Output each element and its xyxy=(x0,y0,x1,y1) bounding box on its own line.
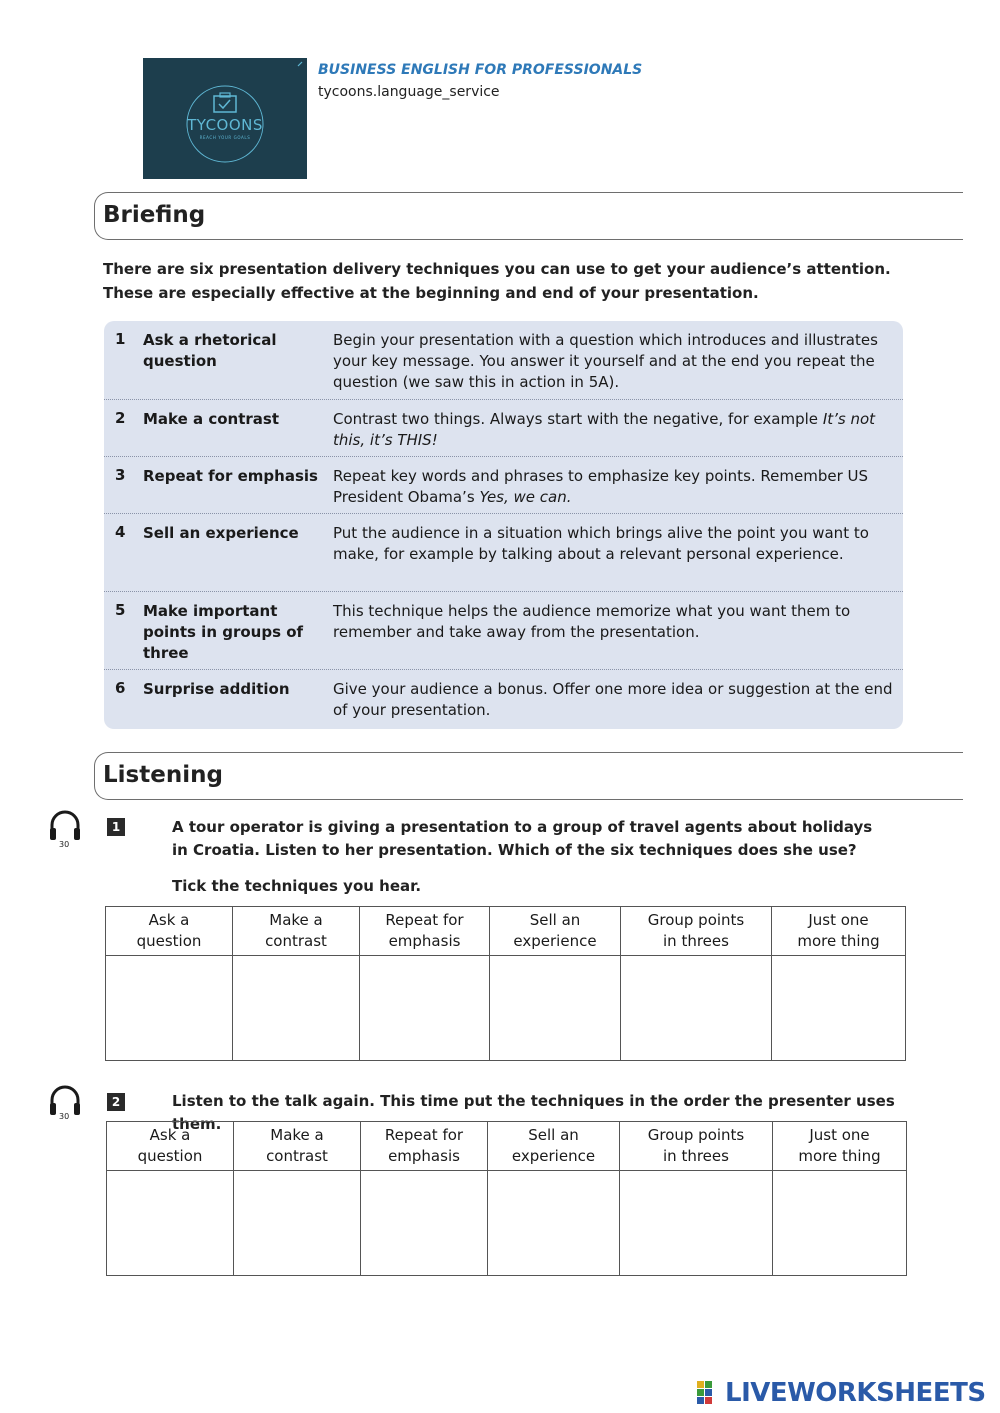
technique-row xyxy=(104,514,903,592)
column-header: Group points in threes xyxy=(620,1122,773,1171)
technique-name: Surprise addition xyxy=(143,680,290,698)
answer-cell[interactable] xyxy=(106,956,233,1061)
column-header: Ask a question xyxy=(106,907,233,956)
technique-example: Yes, we can. xyxy=(479,488,572,506)
answer-cell[interactable] xyxy=(488,1171,620,1276)
technique-row xyxy=(104,592,903,670)
techniques-panel xyxy=(104,321,903,729)
answer-cell[interactable] xyxy=(773,1171,907,1276)
answer-cell[interactable] xyxy=(772,956,906,1061)
technique-description: This technique helps the audience memorize what you want them to remember and take away from the presentation. xyxy=(333,602,851,641)
answer-cell[interactable] xyxy=(490,956,621,1061)
brand-title: BUSINESS ENGLISH FOR PROFESSIONALS xyxy=(318,62,643,78)
answer-cell[interactable] xyxy=(361,1171,488,1276)
column-header: Sell an experience xyxy=(490,907,621,956)
technique-description: Repeat key words and phrases to emphasize key points. Remember US President Obama’s Yes, we can. xyxy=(333,467,869,506)
column-header: Repeat for emphasis xyxy=(360,907,490,956)
exercise-2-prompt: Listen to the talk again. This time put the techniques in the order the presenter uses them. xyxy=(172,1092,895,1133)
exercise-1-prompt: A tour operator is giving a presentation to a group of travel agents about holidays in Croatia. Listen to her presentation. Which of the six techniques does she use? xyxy=(172,818,873,859)
technique-number: 6 xyxy=(115,679,126,697)
listening-section-header xyxy=(94,752,963,800)
exercise-number: 1 xyxy=(107,818,125,836)
answer-input[interactable] xyxy=(233,956,359,1060)
answer-cell[interactable] xyxy=(620,1171,773,1276)
exercise-number: 2 xyxy=(107,1093,125,1111)
audio-track-number: 30 xyxy=(59,840,70,849)
exercise-1-instruction: Tick the techniques you hear. xyxy=(172,877,422,895)
answer-cell[interactable] xyxy=(233,956,360,1061)
briefing-title: Briefing xyxy=(103,202,206,228)
answer-input[interactable] xyxy=(621,956,771,1060)
technique-number: 4 xyxy=(115,523,126,541)
technique-description: Begin your presentation with a question which introduces and illustrates your key message. You answer it yourself and at the end you repeat the question (we saw this in action in 5A). xyxy=(333,331,878,391)
technique-example: It’s not this, it’s THIS! xyxy=(333,410,876,449)
answer-cell[interactable] xyxy=(234,1171,361,1276)
briefing-section-header xyxy=(94,192,963,240)
technique-name: Make important points in groups of three xyxy=(143,602,304,662)
column-header: Make a contrast xyxy=(234,1122,361,1171)
briefing-intro: There are six presentation delivery techniques you can use to get your audience’s attention. These are especially effective at the beginning and end of your presentation. xyxy=(103,260,891,302)
column-header: Repeat for emphasis xyxy=(361,1122,488,1171)
technique-row xyxy=(104,321,903,400)
column-header: Sell an experience xyxy=(488,1122,620,1171)
exercise-2-table xyxy=(106,1121,907,1276)
answer-input[interactable] xyxy=(772,956,905,1060)
technique-number: 1 xyxy=(115,330,126,348)
technique-name: Make a contrast xyxy=(143,410,280,428)
logo xyxy=(143,58,307,179)
answer-cell[interactable] xyxy=(621,956,772,1061)
technique-description: Give your audience a bonus. Offer one more idea or suggestion at the end of your presentation. xyxy=(333,680,893,719)
liveworksheets-icon xyxy=(697,1381,721,1405)
technique-description: Put the audience in a situation which brings alive the point you want to make, for example by talking about a relevant personal experience. xyxy=(333,524,869,563)
listening-title: Listening xyxy=(103,762,223,788)
technique-name: Sell an experience xyxy=(143,524,299,542)
audio-track-1[interactable] xyxy=(47,807,83,847)
column-header: Just one more thing xyxy=(773,1122,907,1171)
technique-row xyxy=(104,400,903,457)
technique-number: 2 xyxy=(115,409,126,427)
answer-input[interactable] xyxy=(620,1171,772,1275)
technique-name: Ask a rhetorical question xyxy=(143,331,277,370)
liveworksheets-wordmark: LIVEWORKSHEETS xyxy=(725,1378,986,1408)
answer-input[interactable] xyxy=(490,956,620,1060)
logo-wordmark: TYCOONS xyxy=(187,116,263,134)
brand-handle: tycoons.language_service xyxy=(318,84,500,100)
audio-track-number: 30 xyxy=(59,1112,70,1121)
exercise-1-table xyxy=(105,906,906,1061)
column-header: Just one more thing xyxy=(772,907,906,956)
technique-row xyxy=(104,670,903,729)
answer-input[interactable] xyxy=(773,1171,906,1275)
technique-name: Repeat for emphasis xyxy=(143,467,318,485)
answer-cell[interactable] xyxy=(107,1171,234,1276)
column-header: Group points in threes xyxy=(621,907,772,956)
technique-row xyxy=(104,457,903,514)
answer-input[interactable] xyxy=(360,956,489,1060)
answer-input[interactable] xyxy=(107,1171,233,1275)
answer-input[interactable] xyxy=(488,1171,619,1275)
answer-input[interactable] xyxy=(234,1171,360,1275)
logo-tagline: REACH YOUR GOALS xyxy=(199,135,251,140)
technique-number: 5 xyxy=(115,601,126,619)
audio-track-2[interactable] xyxy=(47,1082,83,1122)
column-header: Make a contrast xyxy=(233,907,360,956)
answer-input[interactable] xyxy=(106,956,232,1060)
column-header: Ask a question xyxy=(107,1122,234,1171)
technique-number: 3 xyxy=(115,466,126,484)
headphones-icon xyxy=(47,807,83,843)
technique-description: Contrast two things. Always start with the negative, for example It’s not this, it’s THIS! xyxy=(333,410,876,449)
answer-input[interactable] xyxy=(361,1171,487,1275)
answer-cell[interactable] xyxy=(360,956,490,1061)
